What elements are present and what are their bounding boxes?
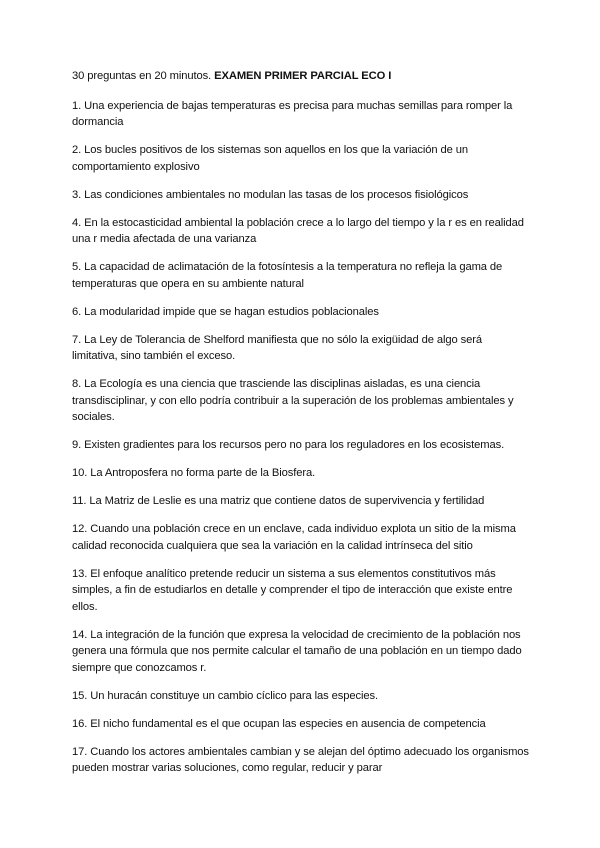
question-11 xyxy=(72,493,530,510)
question-text: Existen gradientes para los recursos pero no para los reguladores en los ecosistemas. xyxy=(84,439,505,451)
question-number: 8. xyxy=(72,378,82,390)
question-number: 10. xyxy=(72,467,88,479)
question-15 xyxy=(72,688,530,705)
question-text: Una experiencia de bajas temperaturas es precisa para muchas semillas para romper la dormancia xyxy=(72,99,513,128)
question-text: La Ecología es una ciencia que trasciende las disciplinas aisladas, es una ciencia transdisciplinar, y con ello podría contribuir a la superación de los problemas ambientales y sociales. xyxy=(72,378,514,423)
question-text: Cuando los actores ambientales cambian y se alejan del óptimo adecuado los organismos pueden mostrar varias soluciones, como regular, reducir y parar xyxy=(72,745,529,774)
question-12 xyxy=(72,521,530,554)
question-number: 15. xyxy=(72,689,88,702)
question-number: 13. xyxy=(72,567,88,580)
question-text: El enfoque analítico pretende reducir un sistema a sus elementos constitutivos más simples, a fin de estudiarlos en detalle y comprender el tipo de interacción que existe entre ellos. xyxy=(72,567,513,613)
question-6 xyxy=(72,304,530,321)
header-prefix: 30 preguntas en 20 minutos. xyxy=(72,70,212,82)
question-number: 14. xyxy=(72,628,88,641)
question-7 xyxy=(72,332,530,365)
question-number: 3. xyxy=(72,188,82,201)
question-text: La capacidad de aclimatación de la fotosíntesis a la temperatura no refleja la gama de temperaturas que opera en su ambiente natural xyxy=(72,261,503,290)
question-number: 7. xyxy=(72,333,82,346)
question-text: La Matriz de Leslie es una matriz que contiene datos de supervivencia y fertilidad xyxy=(89,495,485,507)
question-5 xyxy=(72,259,530,292)
question-number: 2. xyxy=(72,144,82,156)
question-number: 9. xyxy=(72,439,82,451)
question-8 xyxy=(72,376,530,426)
question-text: La integración de la función que expresa la velocidad de crecimiento de la población nos genera una fórmula que nos permite calcular el tamaño de una población en un tiempo dado siempre que conozcamos r. xyxy=(72,628,522,674)
question-number: 6. xyxy=(72,305,82,318)
question-17 xyxy=(72,744,530,777)
question-16 xyxy=(72,716,530,733)
question-text: La modularidad impide que se hagan estudios poblacionales xyxy=(84,305,379,318)
question-4 xyxy=(72,215,530,248)
question-13 xyxy=(72,566,530,616)
question-text: En la estocasticidad ambiental la población crece a lo largo del tiempo y la r es en realidad una r media afectada de una varianza xyxy=(72,216,524,245)
exam-title: EXAMEN PRIMER PARCIAL ECO I xyxy=(214,70,392,82)
question-text: La Antroposfera no forma parte de la Biosfera. xyxy=(90,467,316,479)
question-3 xyxy=(72,187,530,204)
document-header xyxy=(72,68,530,85)
question-text: Las condiciones ambientales no modulan las tasas de los procesos fisiológicos xyxy=(84,188,469,201)
question-text: La Ley de Tolerancia de Shelford manifiesta que no sólo la exigüidad de algo será limitativa, sino también el exceso. xyxy=(72,333,482,362)
question-number: 11. xyxy=(72,495,87,507)
question-1 xyxy=(72,98,530,131)
question-number: 12. xyxy=(72,523,88,535)
question-text: Un huracán constituye un cambio cíclico para las especies. xyxy=(90,689,378,702)
question-10 xyxy=(72,465,530,482)
document-page xyxy=(72,68,530,788)
question-number: 5. xyxy=(72,261,82,273)
question-text: El nicho fundamental es el que ocupan las especies en ausencia de competencia xyxy=(90,717,486,730)
question-14 xyxy=(72,627,530,677)
question-number: 17. xyxy=(72,745,88,758)
question-number: 1. xyxy=(72,99,82,112)
question-2 xyxy=(72,142,530,175)
question-9 xyxy=(72,437,530,454)
question-text: Los bucles positivos de los sistemas son aquellos en los que la variación de un comportamiento explosivo xyxy=(72,144,469,173)
question-text: Cuando una población crece en un enclave, cada individuo explota un sitio de la misma calidad reconocida cualquiera que sea la variación en la calidad intrínseca del sitio xyxy=(72,523,516,552)
question-number: 16. xyxy=(72,717,88,730)
question-number: 4. xyxy=(72,216,82,229)
